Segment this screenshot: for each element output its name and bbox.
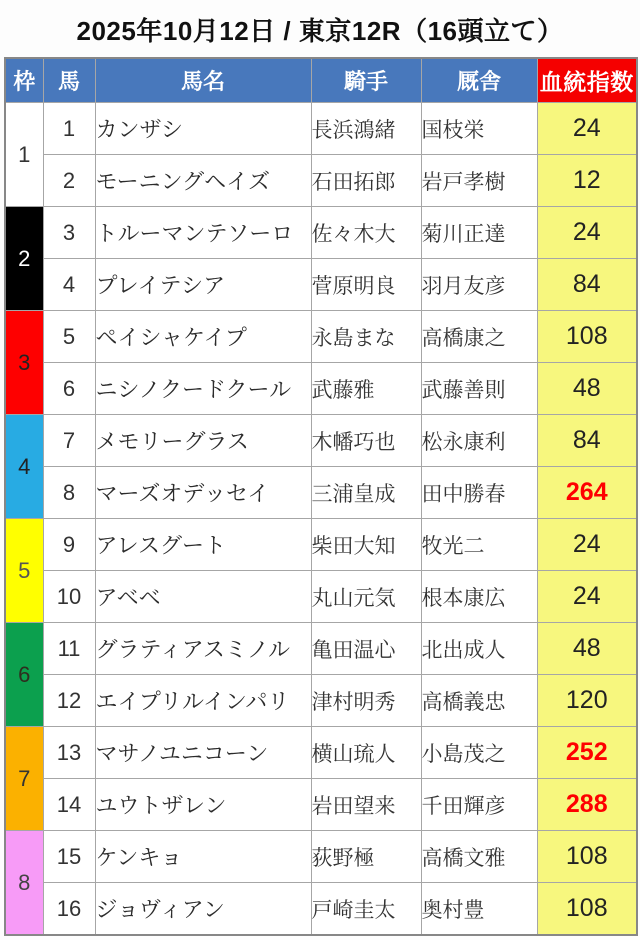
frame-cell-8: 8	[5, 831, 43, 936]
stable-name: 国枝栄	[421, 103, 537, 155]
blood-index-value: 108	[537, 883, 637, 936]
frame-cell-6: 6	[5, 623, 43, 727]
table-row	[5, 883, 637, 936]
jockey-name: 津村明秀	[311, 675, 421, 727]
frame-cell-4: 4	[5, 415, 43, 519]
stable-name: 高橋義忠	[421, 675, 537, 727]
jockey-name: 丸山元気	[311, 571, 421, 623]
blood-index-value: 108	[537, 831, 637, 883]
stable-name: 北出成人	[421, 623, 537, 675]
blood-index-value: 24	[537, 207, 637, 259]
jockey-name: 長浜鴻緒	[311, 103, 421, 155]
horse-name: トルーマンテソーロ	[95, 207, 311, 259]
table-row	[5, 415, 637, 467]
stable-name: 千田輝彦	[421, 779, 537, 831]
horse-number: 15	[43, 831, 95, 883]
table-row	[5, 779, 637, 831]
stable-name: 高橋康之	[421, 311, 537, 363]
jockey-name: 永島まな	[311, 311, 421, 363]
horse-number: 4	[43, 259, 95, 311]
jockey-name: 横山琉人	[311, 727, 421, 779]
horse-name: モーニングヘイズ	[95, 155, 311, 207]
horse-name: マサノユニコーン	[95, 727, 311, 779]
jockey-name: 荻野極	[311, 831, 421, 883]
frame-cell-2: 2	[5, 207, 43, 311]
horse-number: 14	[43, 779, 95, 831]
frame-cell-5: 5	[5, 519, 43, 623]
race-entry-table	[4, 57, 638, 936]
table-row	[5, 363, 637, 415]
table-row	[5, 467, 637, 519]
horse-number: 5	[43, 311, 95, 363]
table-row	[5, 207, 637, 259]
horse-number: 2	[43, 155, 95, 207]
blood-index-value: 12	[537, 155, 637, 207]
frame-cell-7: 7	[5, 727, 43, 831]
horse-name: カンザシ	[95, 103, 311, 155]
stable-name: 牧光二	[421, 519, 537, 571]
stable-name: 菊川正達	[421, 207, 537, 259]
jockey-name: 戸崎圭太	[311, 883, 421, 936]
jockey-name: 三浦皇成	[311, 467, 421, 519]
horse-name: グラティアスミノル	[95, 623, 311, 675]
blood-index-value: 264	[537, 467, 637, 519]
stable-name: 羽月友彦	[421, 259, 537, 311]
horse-number: 1	[43, 103, 95, 155]
jockey-name: 岩田望来	[311, 779, 421, 831]
stable-name: 岩戸孝樹	[421, 155, 537, 207]
horse-number: 3	[43, 207, 95, 259]
horse-number: 9	[43, 519, 95, 571]
jockey-name: 菅原明良	[311, 259, 421, 311]
horse-number: 11	[43, 623, 95, 675]
horse-name: マーズオデッセイ	[95, 467, 311, 519]
stable-name: 田中勝春	[421, 467, 537, 519]
horse-number: 16	[43, 883, 95, 936]
blood-index-value: 24	[537, 103, 637, 155]
header-frame: 枠	[5, 58, 43, 103]
table-row	[5, 623, 637, 675]
blood-index-value: 84	[537, 259, 637, 311]
header-stable: 厩舎	[421, 58, 537, 103]
horse-name: ケンキョ	[95, 831, 311, 883]
horse-number: 7	[43, 415, 95, 467]
stable-name: 根本康広	[421, 571, 537, 623]
jockey-name: 柴田大知	[311, 519, 421, 571]
blood-index-value: 48	[537, 363, 637, 415]
stable-name: 松永康利	[421, 415, 537, 467]
horse-name: ニシノクードクール	[95, 363, 311, 415]
table-row	[5, 155, 637, 207]
horse-number: 6	[43, 363, 95, 415]
frame-cell-3: 3	[5, 311, 43, 415]
table-row	[5, 103, 637, 155]
header-horse: 馬	[43, 58, 95, 103]
blood-index-value: 288	[537, 779, 637, 831]
stable-name: 小島茂之	[421, 727, 537, 779]
table-row	[5, 311, 637, 363]
blood-index-value: 252	[537, 727, 637, 779]
jockey-name: 亀田温心	[311, 623, 421, 675]
horse-name: エイプリルインパリ	[95, 675, 311, 727]
table-row	[5, 675, 637, 727]
table-row	[5, 259, 637, 311]
horse-number: 8	[43, 467, 95, 519]
horse-name: プレイテシア	[95, 259, 311, 311]
table-header	[5, 58, 637, 103]
stable-name: 武藤善則	[421, 363, 537, 415]
blood-index-value: 24	[537, 571, 637, 623]
jockey-name: 木幡巧也	[311, 415, 421, 467]
frame-cell-1: 1	[5, 103, 43, 207]
blood-index-value: 24	[537, 519, 637, 571]
jockey-name: 武藤雅	[311, 363, 421, 415]
horse-name: ペイシャケイプ	[95, 311, 311, 363]
stable-name: 高橋文雅	[421, 831, 537, 883]
table-row	[5, 727, 637, 779]
blood-index-value: 108	[537, 311, 637, 363]
blood-index-value: 84	[537, 415, 637, 467]
jockey-name: 石田拓郎	[311, 155, 421, 207]
blood-index-value: 48	[537, 623, 637, 675]
horse-number: 13	[43, 727, 95, 779]
blood-index-value: 120	[537, 675, 637, 727]
jockey-name: 佐々木大	[311, 207, 421, 259]
horse-number: 12	[43, 675, 95, 727]
horse-name: ユウトザレン	[95, 779, 311, 831]
table-row	[5, 519, 637, 571]
table-row	[5, 831, 637, 883]
header-name: 馬名	[95, 58, 311, 103]
horse-name: ジョヴィアン	[95, 883, 311, 936]
horse-name: アレスグート	[95, 519, 311, 571]
table-row	[5, 571, 637, 623]
header-jockey: 騎手	[311, 58, 421, 103]
page-title: 2025年10月12日 / 東京12R（16頭立て）	[76, 16, 564, 46]
horse-number: 10	[43, 571, 95, 623]
horse-name: メモリーグラス	[95, 415, 311, 467]
stable-name: 奥村豊	[421, 883, 537, 936]
header-blood-index: 血統指数	[537, 58, 637, 103]
horse-name: アベベ	[95, 571, 311, 623]
